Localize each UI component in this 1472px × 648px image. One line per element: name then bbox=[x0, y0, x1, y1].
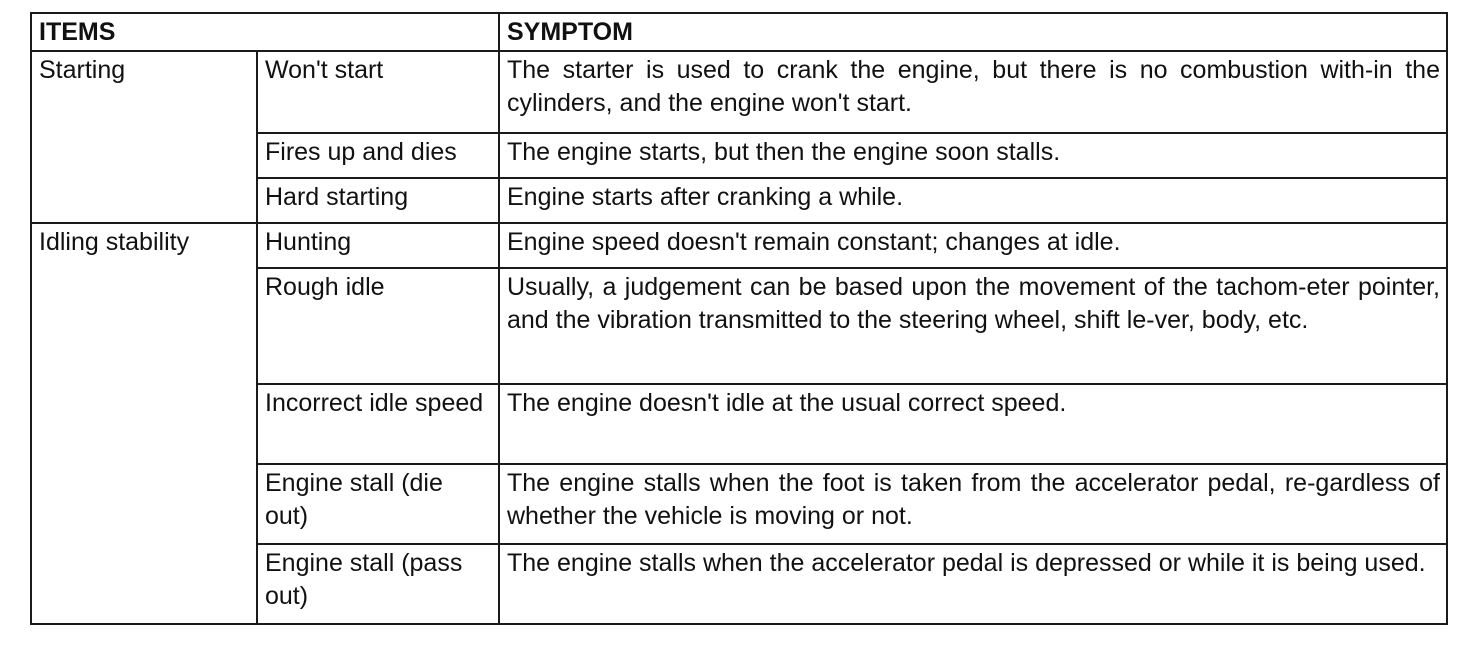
item-cell: Hunting bbox=[257, 223, 499, 268]
item-cell: Engine stall (die out) bbox=[257, 464, 499, 544]
item-cell: Fires up and dies bbox=[257, 133, 499, 178]
symptom-cell: The engine stalls when the accelerator pedal is depressed or while it is being used. bbox=[499, 544, 1447, 624]
group-label-idling-stability: Idling stability bbox=[31, 223, 257, 624]
item-cell: Incorrect idle speed bbox=[257, 384, 499, 464]
group-label-starting: Starting bbox=[31, 51, 257, 223]
items-header: ITEMS bbox=[31, 13, 499, 51]
item-cell: Won't start bbox=[257, 51, 499, 133]
symptom-cell: Usually, a judgement can be based upon the movement of the tachom-eter pointer, and the vibration transmitted to the steering wheel, shift le-ver, body, etc. bbox=[499, 268, 1447, 384]
symptom-header: SYMPTOM bbox=[499, 13, 1447, 51]
symptom-table bbox=[30, 12, 1448, 625]
item-cell: Hard starting bbox=[257, 178, 499, 223]
symptom-cell: The engine doesn't idle at the usual correct speed. bbox=[499, 384, 1447, 464]
symptom-cell: The engine starts, but then the engine soon stalls. bbox=[499, 133, 1447, 178]
table-row bbox=[31, 51, 1447, 133]
table-header-row bbox=[31, 13, 1447, 51]
symptom-cell: The starter is used to crank the engine, but there is no combustion with-in the cylinders, and the engine won't start. bbox=[499, 51, 1447, 133]
symptom-cell: Engine speed doesn't remain constant; changes at idle. bbox=[499, 223, 1447, 268]
table-row bbox=[31, 223, 1447, 268]
symptom-cell: Engine starts after cranking a while. bbox=[499, 178, 1447, 223]
symptom-cell: The engine stalls when the foot is taken from the accelerator pedal, re-gardless of whether the vehicle is moving or not. bbox=[499, 464, 1447, 544]
item-cell: Engine stall (pass out) bbox=[257, 544, 499, 624]
item-cell: Rough idle bbox=[257, 268, 499, 384]
